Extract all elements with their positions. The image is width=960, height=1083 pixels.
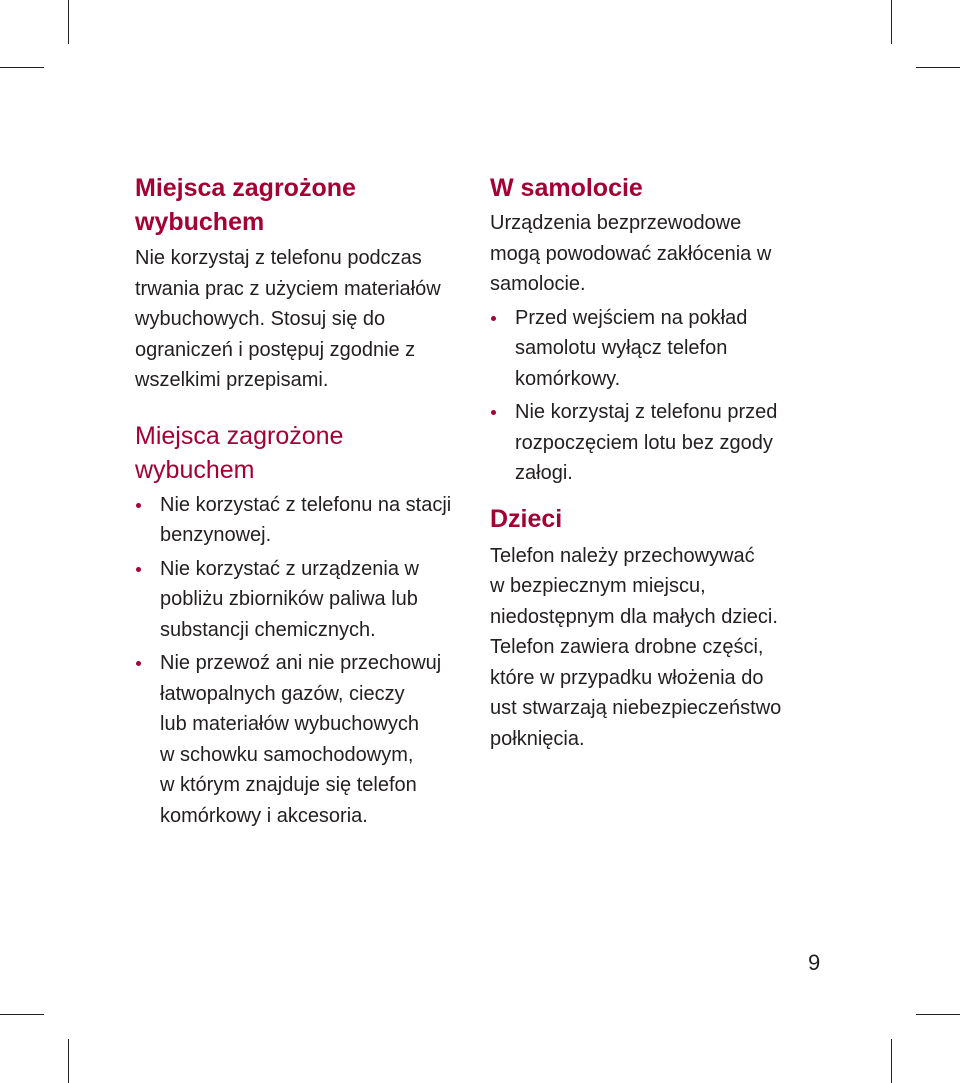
crop-mark-top-left-horizontal	[0, 67, 44, 68]
bullet-icon	[491, 410, 496, 415]
bullet-icon	[136, 503, 141, 508]
section-paragraph-children: Telefon należy przechowywać w bezpiecznym miejscu, niedostępnym dla małych dzieci. Telefon zawiera drobne części, które w przypadku włożenia do ust stwarzają niebezpieczeństwo połknięcia.	[490, 544, 782, 750]
section-title-children: Dzieci	[490, 504, 563, 533]
bullet-icon	[491, 316, 496, 321]
crop-mark-top-right	[891, 0, 892, 44]
bullet-list-explosive	[135, 490, 480, 832]
bullet-icon	[136, 661, 141, 666]
crop-mark-top-left	[68, 0, 69, 44]
list-item	[135, 490, 480, 551]
section-title-aircraft: W samolocie	[490, 174, 643, 202]
bullet-icon	[136, 567, 141, 572]
page-number: 9	[808, 950, 821, 975]
crop-mark-bottom-left	[68, 1039, 69, 1083]
crop-mark-bottom-right	[891, 1039, 892, 1083]
section-paragraph-aircraft: Urządzenia bezprzewodowe mogą powodować zakłócenia w samolocie.	[490, 212, 772, 295]
list-item-text: Nie korzystać z urządzenia w pobliżu zbiorników paliwa lub substancji chemicznych.	[160, 557, 419, 641]
list-item-text: Nie korzystaj z telefonu przed rozpoczęciem lotu bez zgody załogi.	[515, 401, 778, 484]
section-title-potentially-explosive: Miejsca zagrożone wybuchem	[135, 421, 344, 484]
list-item	[490, 303, 820, 395]
list-item	[135, 554, 480, 646]
crop-mark-bottom-left-horizontal	[0, 1014, 44, 1015]
section-paragraph-explosive-areas: Nie korzystaj z telefonu podczas trwania prac z użyciem materiałów wybuchowych. Stosuj się do ograniczeń i postępuj zgodnie z wszelkimi przepisami.	[135, 247, 441, 391]
bullet-list-aircraft	[490, 303, 820, 489]
list-item	[490, 397, 820, 489]
list-item	[135, 648, 480, 831]
section-title-explosive-areas: Miejsca zagrożone wybuchem	[135, 174, 356, 236]
crop-mark-bottom-right-horizontal	[916, 1014, 960, 1015]
right-column	[490, 171, 820, 754]
left-column	[135, 171, 480, 834]
list-item-text: Przed wejściem na pokład samolotu wyłącz telefon komórkowy.	[515, 306, 748, 390]
list-item-text: Nie przewoź ani nie przechowuj łatwopalnych gazów, cieczy lub materiałów wybuchowych w schowku samochodowym, w którym znajduje się telefon komórkowy i akcesoria.	[160, 652, 442, 827]
crop-mark-top-right-horizontal	[916, 67, 960, 68]
list-item-text: Nie korzystać z telefonu na stacji benzynowej.	[160, 493, 452, 546]
